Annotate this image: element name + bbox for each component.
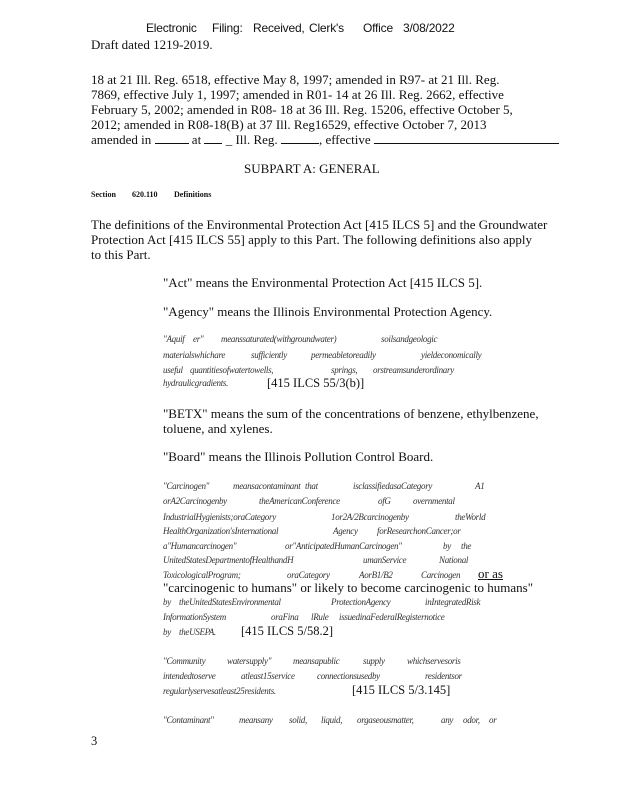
definition-betx-line-2: toluene, and xylenes.	[163, 421, 273, 436]
carcinogen-insert-or-as: or as	[478, 566, 503, 581]
intro-line-2: Protection Act [415 ILCS 55] apply to this Part. The following definitions also apply	[91, 232, 532, 247]
definition-betx-line-1: "BETX" means the sum of the concentrations of benzene, ethylbenzene,	[163, 406, 539, 421]
definition-carcinogen-line-11: by theUSEPA.	[163, 627, 216, 637]
definition-aquifer-line-1: "Aquif er" meanssaturated(withgroundwater) soilsandgeologic	[163, 334, 438, 344]
definition-carcinogen-line-4: HealthOrganization'sInternational Agency forResearchonCancer;or	[163, 526, 461, 536]
carcinogen-citation: [415 ILCS 5/58.2]	[241, 624, 334, 638]
history-line-4: 2012; amended in R08-18(B) at 37 Ill. Reg16529, effective October 7, 2013	[91, 117, 487, 132]
clerks-label: Clerk's	[309, 21, 344, 35]
community-citation: [415 ILCS 5/3.145]	[352, 683, 451, 697]
history-line-5: amended in at _ Ill. Reg. , effective	[91, 132, 559, 148]
history-line-1: 18 at 21 Ill. Reg. 6518, effective May 8, 1997; amended in R97- at 21 Ill. Reg.	[91, 72, 500, 87]
definition-contaminant-line-1: "Contaminant" meansany solid, liquid, orgaseousmatter, any odor, or	[163, 715, 497, 725]
history-line-2: 7869, effective July 1, 1997; amended in R01- 14 at 26 Ill. Reg. 2662, effective	[91, 87, 504, 102]
section-title: Definitions	[174, 190, 212, 199]
definition-community-line-3: regularlyservesatleast25residents.	[163, 686, 276, 696]
carcinogen-insert-line: "carcinogenic to humans" or likely to become carcinogenic to humans"	[163, 580, 534, 595]
definition-aquifer-line-2: materialswhichare sufficiently permeabletoreadily yieldeconomically	[163, 350, 482, 360]
definition-act: "Act" means the Environmental Protection Act [415 ILCS 5].	[163, 275, 483, 290]
intro-line-3: to this Part.	[91, 247, 151, 262]
received-label: Received,	[253, 21, 305, 35]
filing-label-2: Filing:	[212, 21, 243, 35]
definition-carcinogen-line-7: ToxicologicalProgram; oraCategory AorB1/B2 Carcinogen	[163, 570, 461, 580]
section-number: 620.110	[132, 190, 158, 199]
definition-carcinogen-line-2: orA2Carcinogenby theAmericanConference ofG overnmental	[163, 496, 455, 506]
office-label: Office	[363, 21, 393, 35]
filing-date: 3/08/2022	[403, 21, 455, 35]
definition-community-line-2: intendedtoserve atleast15service connectionsusedby residentsor	[163, 671, 462, 681]
filing-label: Electronic	[146, 21, 197, 35]
definition-carcinogen-line-3: IndustrialHygienists;oraCategory 1or2A/2Bcarcinogenby theWorld	[163, 512, 486, 522]
definition-aquifer-line-4: hydraulicgradients.	[163, 378, 229, 388]
subpart-title: SUBPART A: GENERAL	[244, 161, 380, 176]
definition-carcinogen-line-5: a"Humancarcinogen" or"AnticipatedHumanCarcinogen" by the	[163, 541, 472, 551]
definition-aquifer-line-3: useful quantitiesofwatertowells, springs, orstreamsunderordinary	[163, 365, 454, 375]
definition-community-line-1: "Community watersupply" meansapublic supply whichservesoris	[163, 656, 461, 666]
draft-date: Draft dated 1219-2019.	[91, 37, 213, 52]
definition-agency: "Agency" means the Illinois Environmental Protection Agency.	[163, 304, 493, 319]
history-line-3: February 5, 2002; amended in R08- 18 at 36 Ill. Reg. 15206, effective October 5,	[91, 102, 513, 117]
page-number: 3	[91, 734, 98, 748]
definition-carcinogen-line-9: by theUnitedStatesEnvironmental ProtectionAgency inIntegratedRisk	[163, 597, 481, 607]
aquifer-citation: [415 ILCS 55/3(b)]	[267, 376, 365, 390]
definition-board: "Board" means the Illinois Pollution Control Board.	[163, 449, 434, 464]
intro-line-1: The definitions of the Environmental Protection Act [415 ILCS 5] and the Groundwater	[91, 217, 548, 232]
definition-carcinogen-line-10: InformationSystem oraFina lRule issuedinaFederalRegisternotice	[163, 612, 445, 622]
definition-carcinogen-line-1: "Carcinogen" meansacontaminant that isclassifiedasaCategory A1	[163, 481, 485, 491]
definition-carcinogen-line-6: UnitedStatesDepartmentofHealthandH umanService National	[163, 555, 469, 565]
section-label: Section	[91, 190, 116, 199]
